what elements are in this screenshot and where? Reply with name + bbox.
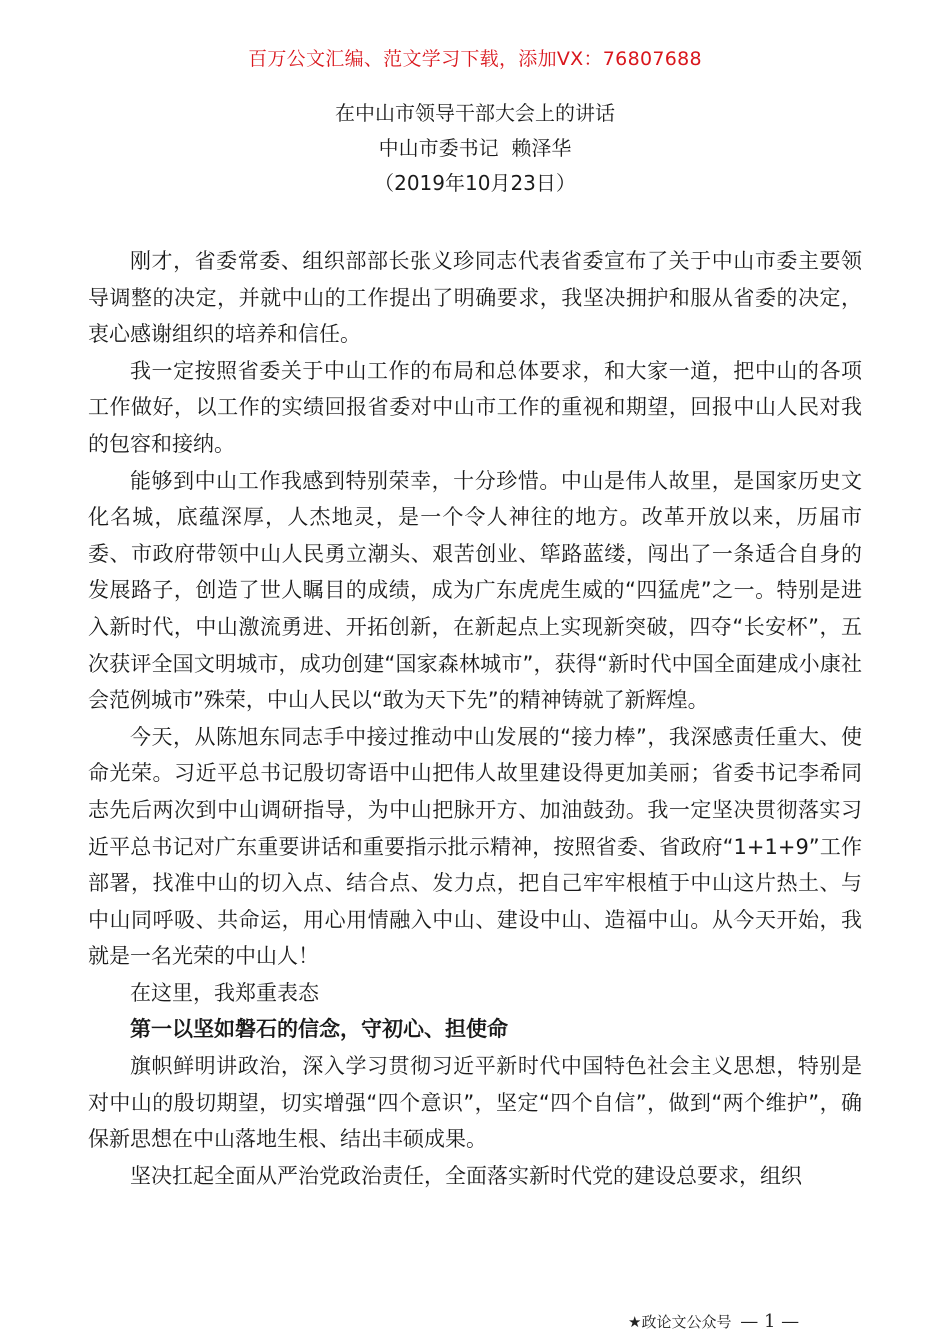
paragraph-2: 我一定按照省委关于中山工作的布局和总体要求，和大家一道，把中山的各项工作做好，以工作的实绩回报省委对中山市工作的重视和期望，回报中山人民对我的包容和接纳。 — [88, 358, 862, 456]
footer-label: ★政论文公众号 — [628, 1313, 732, 1331]
paragraph-6: 旗帜鲜明讲政治，深入学习贯彻习近平新时代中国特色社会主义思想，特别是对中山的殷切期望，切实增强“四个意识”，坚定“四个自信”，做到“两个维护”，确保新思想在中山落地生根、结出丰硕成果。 — [88, 1054, 862, 1152]
speech-title: 在中山市领导干部大会上的讲话 — [335, 101, 615, 125]
paragraph-3: 能够到中山工作我感到特别荣幸，十分珍惜。中山是伟人故里，是国家历史文化名城，底蕴深厚，人杰地灵，是一个令人神往的地方。改革开放以来，历届市委、市政府带领中山人民勇立潮头、艰苦创业、筚路蓝缕，闯出了一条适合自身的发展路子，创造了世人瞩目的成绩，成为广东虎虎生威的“四猛虎”之一。特别是进入新时代，中山激流勇进、开拓创新，在新起点上实现新突破，四夺“长安杯”，五次获评全国文明城市，成功创建“国家森林城市”，获得“新时代中国全面建成小康社会范例城市”殊荣，中山人民以“敢为天下先”的精神铸就了新辉煌。 — [88, 468, 862, 713]
paragraph-7: 坚决扛起全面从严治党政治责任，全面落实新时代党的建设总要求，组织 — [130, 1163, 802, 1188]
speech-author: 中山市委书记 赖泽华 — [378, 136, 572, 160]
speech-date: （2019年10月23日） — [374, 171, 576, 195]
header-banner: 百万公文汇编、范文学习下载，添加VX：76807688 — [248, 48, 702, 70]
title-block — [0, 96, 950, 201]
speech-body — [88, 243, 862, 1194]
paragraph-4: 今天，从陈旭东同志手中接过推动中山发展的“接力棒”，我深感责任重大、使命光荣。习近平总书记殷切寄语中山把伟人故里建设得更加美丽；省委书记李希同志先后两次到中山调研指导，为中山把脉开方、加油鼓劲。我一定坚决贯彻落实习近平总书记对广东重要讲话和重要指示批示精神，按照省委、省政府“1+1+9”工作部署，找准中山的切入点、结合点、发力点，把自己牢牢根植于中山这片热土、与中山同呼吸、共命运，用心用情融入中山、建设中山、造福中山。从今天开始，我就是一名光荣的中山人！ — [88, 724, 862, 969]
page-number: — 1 — — [740, 1311, 800, 1332]
paragraph-5: 在这里，我郑重表态 — [130, 980, 319, 1005]
paragraph-1: 刚才，省委常委、组织部部长张义珍同志代表省委宣布了关于中山市委主要领导调整的决定，并就中山的工作提出了明确要求，我坚决拥护和服从省委的决定，衷心感谢组织的培养和信任。 — [88, 249, 862, 347]
section-heading-1: 第一以坚如磐石的信念，守初心、担使命 — [130, 1017, 508, 1042]
page-footer — [628, 1311, 799, 1333]
